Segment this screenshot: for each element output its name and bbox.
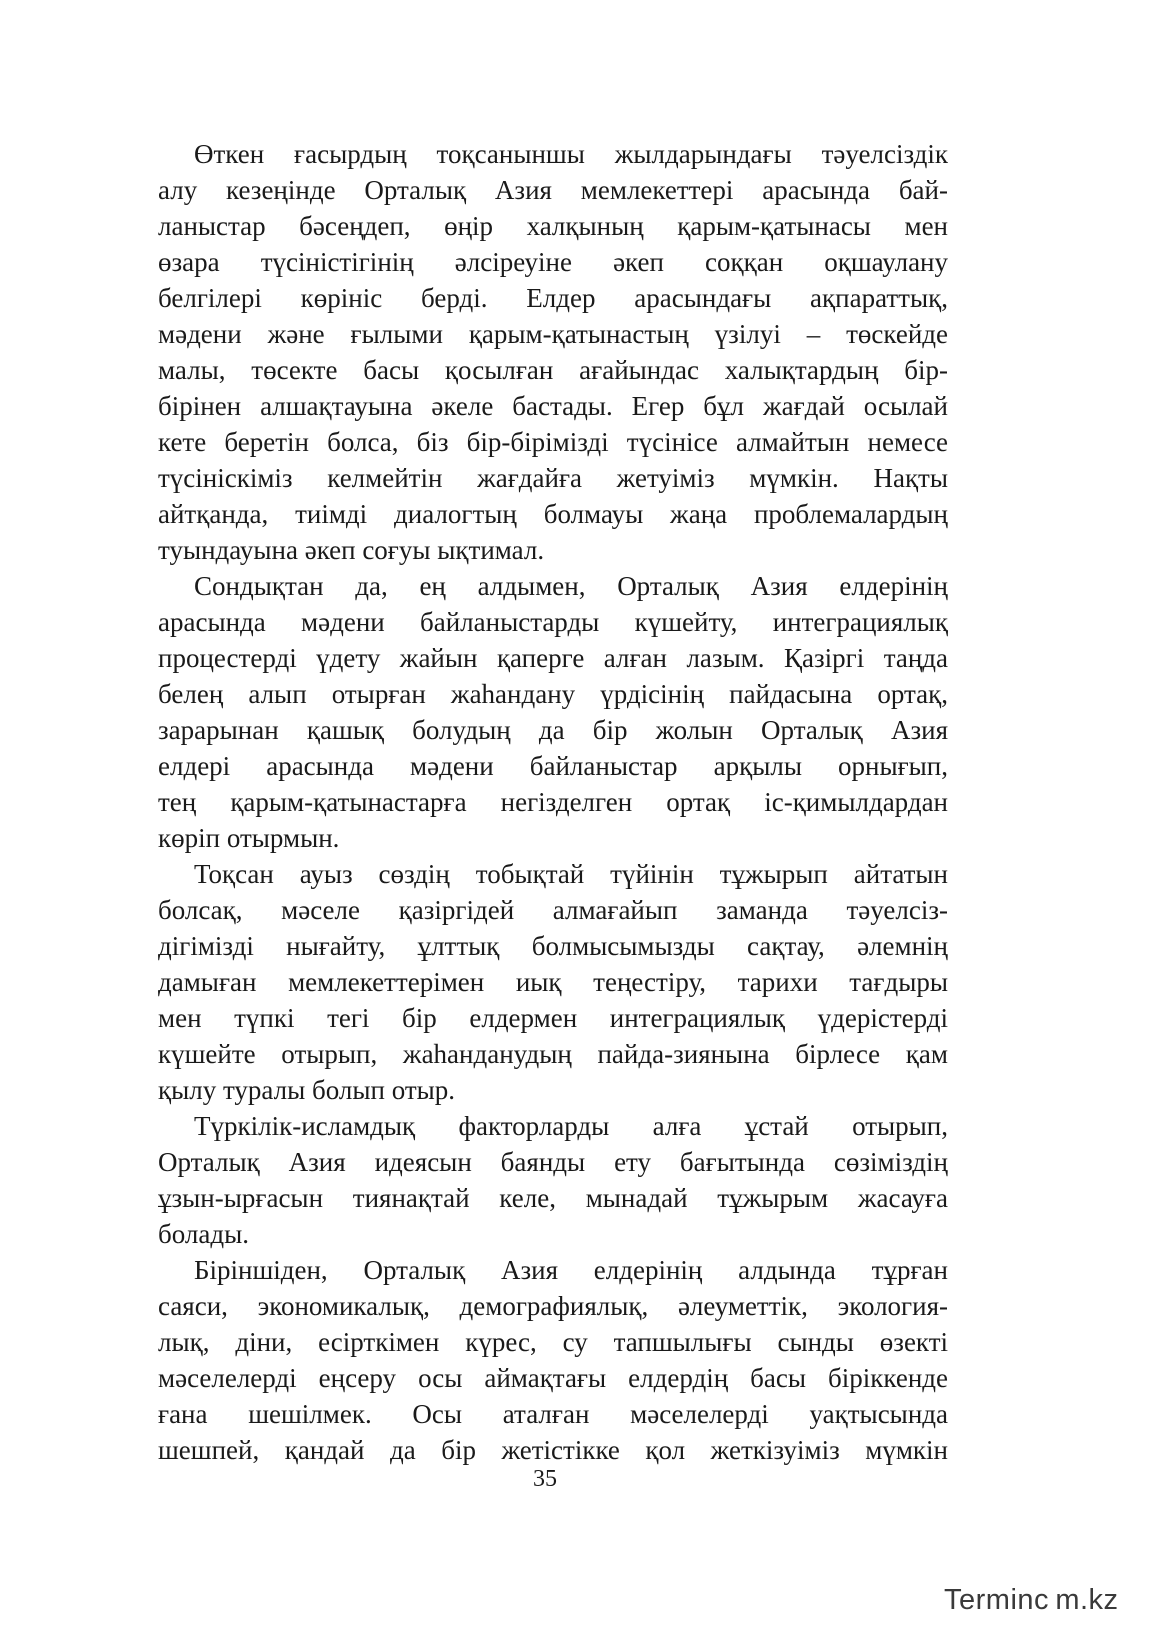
text-line: бірінен алшақтауына әкеле бастады. Егер бұл жағдай осылай	[158, 391, 948, 421]
text-line: мәдени және ғылыми қарым-қатынастың үзілуі – төскейде	[158, 319, 948, 349]
text-line: лық, діни, есірткімен күрес, су тапшылығы сынды өзекті	[158, 1327, 948, 1357]
text-line: болсақ, мәселе қазіргідей алмағайып заманда тәуелсіз-	[158, 895, 948, 925]
paragraph	[158, 136, 948, 568]
text-line: қылу туралы болып отыр.	[158, 1075, 456, 1105]
text-line: зарарынан қашық болудың да бір жолын Орталық Азия	[158, 715, 948, 745]
text-line: ғана шешілмек. Осы аталған мәселелерді уақтысында	[158, 1399, 948, 1429]
text-line: өзара түсіністігінің әлсіреуіне әкеп соққан оқшаулану	[158, 247, 948, 277]
paragraph	[158, 856, 948, 1108]
text-line: айтқанда, тиімді диалогтың болмауы жаңа проблемалардың	[158, 499, 948, 529]
text-line: дігімізді нығайту, ұлттық болмысымызды сақтау, әлемнің	[158, 931, 948, 961]
text-line: малы, төсекте басы қосылған ағайындас халықтардың бір-	[158, 355, 948, 385]
text-line: Біріншіден, Орталық Азия елдерінің алдында тұрған	[194, 1255, 948, 1285]
text-line: белең алып отырған жаһандану үрдісінің пайдасына ортақ,	[158, 679, 948, 709]
text-line: саяси, экономикалық, демографиялық, әлеуметтік, экология-	[158, 1291, 948, 1321]
text-line: Түркілік-исламдық факторларды алға ұстай отырып,	[194, 1111, 948, 1141]
text-line: дамыған мемлекеттерімен иық теңестіру, тарихи тағдыры	[158, 967, 948, 997]
watermark-text: Terminc m.kz	[944, 1583, 1119, 1616]
text-line: тең қарым-қатынастарға негізделген ортақ іс-қимылдардан	[158, 787, 948, 817]
text-line: процестерді үдету жайын қаперге алған лазым. Қазіргі таңда	[158, 643, 948, 673]
text-line: Тоқсан ауыз сөздің тобықтай түйінін тұжырып айтатын	[194, 859, 948, 889]
paragraph	[158, 568, 948, 856]
text-line: мәселелерді еңсеру осы аймақтағы елдердің басы біріккенде	[158, 1363, 948, 1393]
text-line: шешпей, қандай да бір жетістікке қол жеткізуіміз мүмкін	[158, 1435, 948, 1465]
text-line: Сондықтан да, ең алдымен, Орталық Азия елдерінің	[194, 571, 948, 601]
body-text	[158, 136, 948, 1468]
text-line: түсініскіміз келмейтін жағдайға жетуіміз мүмкін. Нақты	[158, 463, 948, 493]
page-number: 35	[533, 1466, 557, 1492]
text-line: болады.	[158, 1219, 249, 1249]
text-line: алу кезеңінде Орталық Азия мемлекеттері арасында бай-	[158, 175, 948, 205]
text-line: Орталық Азия идеясын баянды ету бағытында сөзіміздің	[158, 1147, 948, 1177]
text-line: мен түпкі тегі бір елдермен интеграциялық үдерістерді	[158, 1003, 948, 1033]
text-line: ұзын-ырғасын тиянақтай келе, мынадай тұжырым жасауға	[158, 1183, 948, 1213]
text-line: көріп отырмын.	[158, 823, 340, 853]
paragraph	[158, 1108, 948, 1252]
text-line: елдері арасында мәдени байланыстар арқылы орнығып,	[158, 751, 948, 781]
text-line: Өткен ғасырдың тоқсаныншы жылдарындағы тәуелсіздік	[194, 139, 948, 169]
text-line: күшейте отырып, жаһанданудың пайда-зиянына бірлесе қам	[158, 1039, 948, 1069]
site-watermark[interactable]	[944, 1580, 1144, 1620]
paragraph	[158, 1252, 948, 1468]
text-line: белгілері көрініс берді. Елдер арасындағы ақпараттық,	[158, 283, 948, 313]
text-line: ланыстар бәсеңдеп, өңір халқының қарым-қатынасы мен	[158, 211, 948, 241]
text-line: туындауына әкеп соғуы ықтимал.	[158, 535, 545, 565]
text-line: кете беретін болса, біз бір-бірімізді түсінісе алмайтын немесе	[158, 427, 948, 457]
text-line: арасында мәдени байланыстарды күшейту, интеграциялық	[158, 607, 948, 637]
